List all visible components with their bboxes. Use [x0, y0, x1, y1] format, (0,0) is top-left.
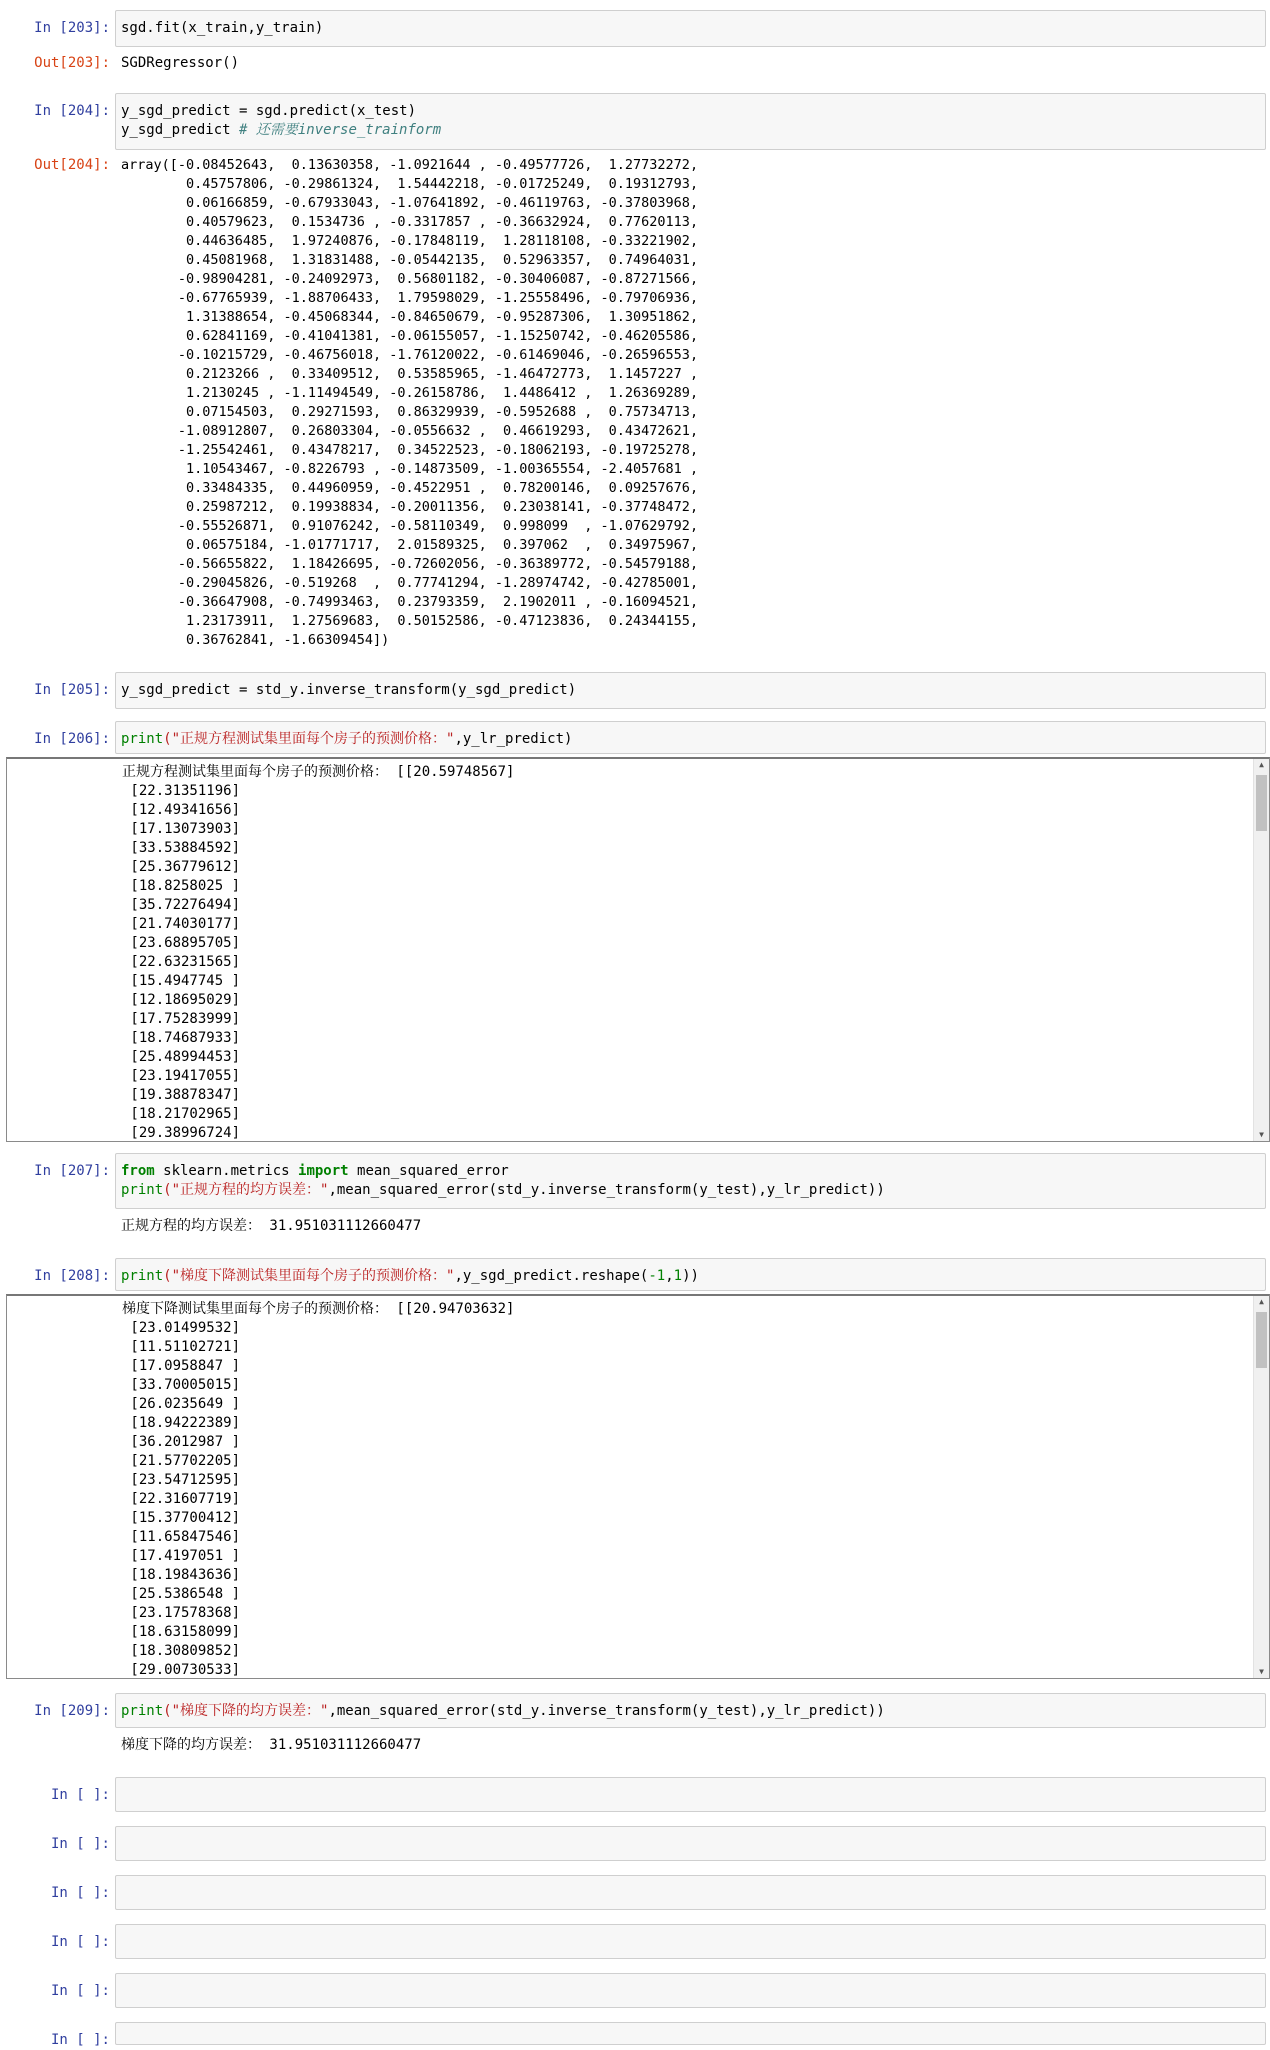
code-string: ("梯度下降测试集里面每个房子的预测价格：" — [163, 1268, 455, 1284]
output-prompt: Out[204]: — [34, 157, 110, 173]
code-input[interactable] — [115, 1777, 1266, 1812]
code-line — [121, 730, 1260, 749]
scroll-up-arrow-icon[interactable]: ▲ — [1259, 1297, 1264, 1306]
code-line — [121, 1267, 1260, 1286]
code-builtin: print — [121, 1703, 164, 1719]
code-line — [121, 1702, 1260, 1721]
input-prompt: In [206]: — [34, 731, 110, 747]
code-builtin: print — [121, 731, 164, 747]
input-prompt: In [ ]: — [50, 1885, 110, 1901]
code-input[interactable] — [115, 93, 1266, 150]
code-input[interactable] — [115, 672, 1266, 709]
scroll-thumb[interactable] — [1256, 775, 1267, 831]
scroll-down-arrow-icon[interactable]: ▼ — [1259, 1667, 1264, 1676]
code-input[interactable] — [115, 721, 1266, 754]
code-text: y_sgd_predict = sgd.predict(x_test) — [121, 103, 417, 119]
vertical-scrollbar[interactable] — [1253, 1296, 1269, 1678]
output-prompt: Out[203]: — [34, 55, 110, 71]
input-prompt: In [ ]: — [50, 1787, 110, 1803]
output-text: 正规方程的均方误差： 31.951031112660477 — [121, 1218, 422, 1234]
code-keyword: import — [298, 1163, 349, 1179]
input-prompt: In [209]: — [34, 1703, 110, 1719]
input-prompt: In [208]: — [34, 1268, 110, 1284]
input-prompt: In [ ]: — [50, 1983, 110, 1999]
code-input[interactable] — [115, 1153, 1266, 1209]
code-input[interactable] — [115, 1973, 1266, 2008]
code-input[interactable] — [115, 1693, 1266, 1728]
output-text: SGDRegressor() — [121, 55, 240, 71]
code-text: ,y_lr_predict) — [454, 731, 573, 747]
code-input[interactable] — [115, 2022, 1266, 2045]
code-input[interactable] — [115, 10, 1266, 47]
code-input[interactable] — [115, 1258, 1266, 1291]
output-text: 梯度下降的均方误差： 31.951031112660477 — [121, 1737, 422, 1753]
input-prompt: In [205]: — [34, 682, 110, 698]
code-builtin: print — [121, 1268, 164, 1284]
scrolled-output-206[interactable] — [6, 757, 1270, 1142]
input-prompt: In [ ]: — [50, 2032, 110, 2048]
output-text: 正规方程测试集里面每个房子的预测价格： [[20.59748567] [22.31351196] [12.49341656] [17.13073903] [33.53884592] [25.36779612] [18.8258025 ] [35.72276494] [21.74030177] [23.68895705] [22.63231565] [15.4947745 ] [12.18695029] [17.75283999] [18.74687933] [25.48994453] [23.19417055] [19.38878347] [18.21702965] [29.38996724] — [122, 764, 515, 1141]
input-prompt: In [203]: — [34, 20, 110, 36]
code-text: y_sgd_predict — [121, 122, 240, 138]
code-line — [121, 1181, 1260, 1200]
code-text: , — [665, 1268, 674, 1284]
scroll-up-arrow-icon[interactable]: ▲ — [1259, 760, 1264, 769]
input-prompt: In [ ]: — [50, 1836, 110, 1852]
output-text: 梯度下降测试集里面每个房子的预测价格： [[20.94703632] [23.01499532] [11.51102721] [17.0958847 ] [33.70005015] [26.0235649 ] [18.94222389] [36.2012987 ] [21.57702205] [23.54712595] [22.31607719] [15.37700412] [11.65847546] [17.4197051 ] [18.19843636] [25.5386548 ] [23.17578368] [18.63158099] [18.30809852] [29.00730533] — [122, 1301, 515, 1678]
input-prompt: In [204]: — [34, 103, 110, 119]
code-line — [121, 102, 1260, 121]
code-keyword: from — [121, 1163, 155, 1179]
code-text: sklearn.metrics — [154, 1163, 299, 1179]
code-text: y_sgd_predict = std_y.inverse_transform(y_sgd_predict) — [121, 682, 577, 698]
code-comment: # 还需要inverse_trainform — [239, 122, 442, 138]
scrolled-output-208[interactable] — [6, 1294, 1270, 1679]
code-builtin: print — [121, 1182, 164, 1198]
code-text: ,mean_squared_error(std_y.inverse_transform(y_test),y_lr_predict)) — [328, 1703, 885, 1719]
code-string: ("正规方程测试集里面每个房子的预测价格：" — [163, 731, 455, 747]
code-text: )) — [682, 1268, 699, 1284]
input-prompt: In [ ]: — [50, 1934, 110, 1950]
code-text: ,mean_squared_error(std_y.inverse_transform(y_test),y_lr_predict)) — [328, 1182, 885, 1198]
input-prompt: In [207]: — [34, 1163, 110, 1179]
code-number: -1 — [648, 1268, 666, 1284]
scroll-down-arrow-icon[interactable]: ▼ — [1259, 1130, 1264, 1139]
code-string: ("梯度下降的均方误差：" — [163, 1703, 329, 1719]
code-text: mean_squared_error — [348, 1163, 509, 1179]
code-input[interactable] — [115, 1924, 1266, 1959]
code-line — [121, 1162, 1260, 1181]
code-text: sgd.fit(x_train,y_train) — [121, 20, 324, 36]
code-line — [121, 121, 1260, 140]
code-number: 1 — [673, 1268, 683, 1284]
code-string: ("正规方程的均方误差：" — [163, 1182, 329, 1198]
code-input[interactable] — [115, 1826, 1266, 1861]
scroll-thumb[interactable] — [1256, 1312, 1267, 1368]
vertical-scrollbar[interactable] — [1253, 759, 1269, 1141]
output-array: array([-0.08452643, 0.13630358, -1.0921644 , -0.49577726, 1.27732272, 0.45757806, -0.29861324, 1.54442218, -0.01725249, 0.19312793, 0.06166859, -0.67933043, -1.07641892, -0.46119763, -0.37803968, 0.40579623, 0.1534736 , -0.3317857 , -0.36632924, 0.77620113, 0.44636485, 1.97240876, -0.17848119, 1.28118108, -0.33221902, 0.45081968, 1.31831488, -0.05442135, 0.52963357, 0.74964031, -0.98904281, -0.24092973, 0.56801182, -0.30406087, -0.87271566, -0.67765939, -1.88706433, 1.79598029, -1.25558496, -0.79706936, 1.31388654, -0.45068344, -0.84650679, -0.95287306, 1.30951862, 0.62841169, -0.41041381, -0.06155057, -1.15250742, -0.46205586, -0.10215729, -0.46756018, -1.76120022, -0.61469046, -0.26596553, 0.2123266 , 0.33409512, 0.53585965, -1.46472773, 1.1457227 , 1.2130245 , -1.11494549, -0.26158786, 1.4486412 , 1.26369289, 0.07154503, 0.29271593, 0.86329939, -0.5952688 , 0.75734713, -1.08912807, 0.26803304, -0.0556632 , 0.46619293, 0.43472621, -1.25542461, 0.43478217, 0.34522523, -0.18062193, -0.19725278, 1.10543467, -0.8226793 , -0.14873509, -1.00365554, -2.4057681 , 0.33484335, 0.44960959, -0.4522951 , 0.78200146, 0.09257676, 0.25987212, 0.19938834, -0.20011356, 0.23038141, -0.37748472, -0.55526871, 0.91076242, -0.58110349, 0.998099 , -1.07629792, 0.06575184, -1.01771717, 2.01589325, 0.397062 , 0.34975967, -0.56655822, 1.18426695, -0.72602056, -0.36389772, -0.54579188, -0.29045826, -0.519268 , 0.77741294, -1.28974742, -0.42785001, -0.36647908, -0.74993463, 0.23793359, 2.1902011 , -0.16094521, 1.23173911, 1.27569683, 0.50152586, -0.47123836, 0.24344155, 0.36762841, -1.66309454]) — [121, 157, 699, 648]
code-text: ,y_sgd_predict.reshape( — [454, 1268, 649, 1284]
code-input[interactable] — [115, 1875, 1266, 1910]
